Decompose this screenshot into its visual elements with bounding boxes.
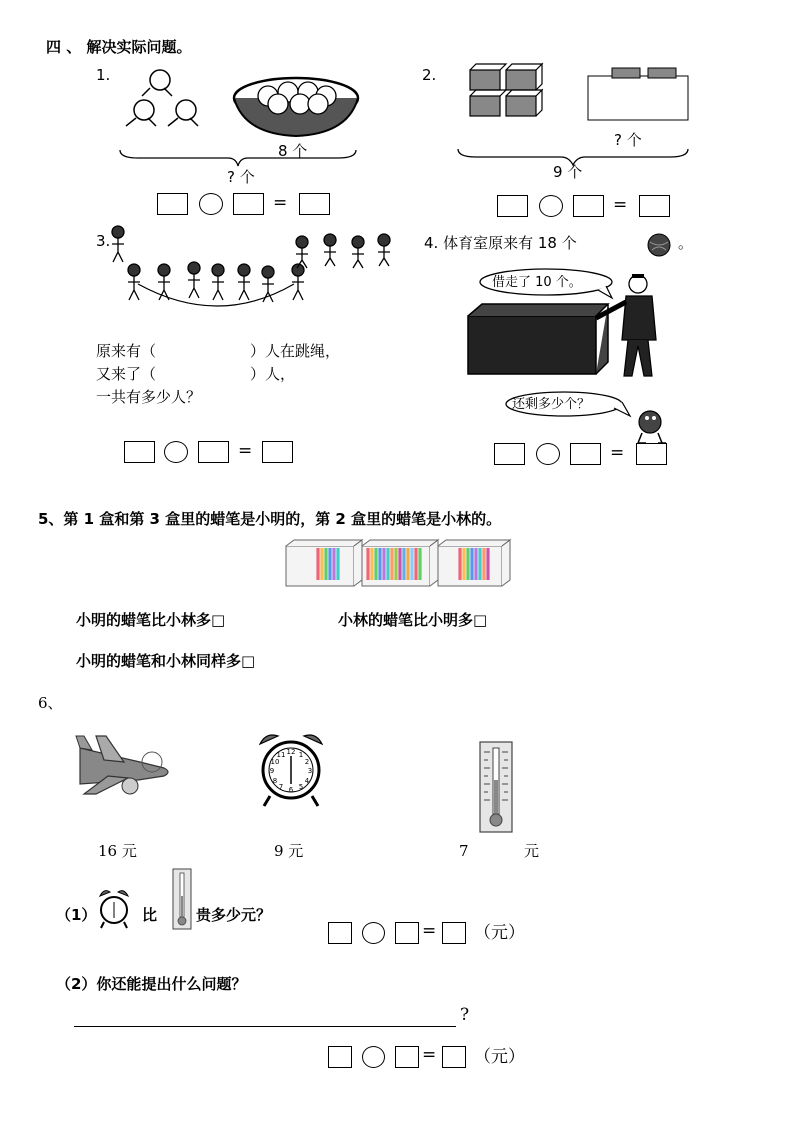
problem3-number: 3. <box>96 232 111 250</box>
equals-sign: = <box>238 441 253 461</box>
operator-circle[interactable] <box>536 443 560 465</box>
unit-label: （元） <box>474 923 525 943</box>
peach-basket-illustration <box>118 62 368 142</box>
svg-text:12: 12 <box>286 748 296 756</box>
equals-sign: = <box>422 921 437 941</box>
answer-box[interactable] <box>639 195 670 217</box>
operator-circle[interactable] <box>539 195 563 217</box>
question2-text: （2）你还能提出什么问题？ <box>56 975 247 993</box>
operator-circle[interactable] <box>362 1046 385 1068</box>
answer-box[interactable] <box>494 443 525 465</box>
svg-text:6: 6 <box>288 786 294 794</box>
equals-sign: = <box>613 195 628 215</box>
problem1-question: ? 个 <box>227 168 255 186</box>
ball-icon <box>646 232 672 258</box>
answer-box[interactable] <box>198 441 229 463</box>
answer-box[interactable] <box>573 195 604 217</box>
problem3-line2-end: ）人， <box>250 365 296 383</box>
answer-box[interactable] <box>233 193 264 215</box>
equals-sign: = <box>273 193 288 213</box>
toy-airplane-image <box>74 730 174 800</box>
problem2-question: ? 个 <box>614 131 642 149</box>
children-jump-rope-illustration <box>118 232 403 310</box>
answer-box[interactable] <box>157 193 188 215</box>
answer-box[interactable] <box>328 1046 352 1068</box>
problem3-line1-start: 原来有（ <box>96 342 157 360</box>
answer-box[interactable] <box>262 441 293 463</box>
question1-number: （1） <box>56 906 97 924</box>
svg-text:11: 11 <box>276 751 286 759</box>
equals-sign: = <box>422 1045 437 1065</box>
problem3-question: 一共有多少人？ <box>96 388 202 406</box>
svg-text:1: 1 <box>298 751 304 759</box>
alarm-clock-icon <box>98 888 130 930</box>
answer-box[interactable] <box>124 441 155 463</box>
problem1-number: 1. <box>96 66 111 84</box>
teacher-box-illustration <box>466 272 666 378</box>
brace-under-peaches <box>118 146 358 168</box>
section6-title: 6、 <box>38 694 63 712</box>
question1-text: 贵多少元？ <box>196 906 272 924</box>
equals-sign: = <box>610 443 625 463</box>
cubes-illustration <box>466 62 696 124</box>
basket-count-label: 8 个 <box>278 142 308 160</box>
plane-price: 16 元 <box>98 842 137 860</box>
section5-title: 5、第 1 盒和第 3 盒里的蜡笔是小明的，第 2 盒里的蜡笔是小林的。 <box>38 510 502 528</box>
answer-box[interactable] <box>328 922 352 944</box>
problem4-title-end: 。 <box>678 234 694 252</box>
answer-box[interactable] <box>636 443 667 465</box>
operator-circle[interactable] <box>362 922 385 944</box>
thermometer-price-unit: 元 <box>524 842 540 860</box>
operator-circle[interactable] <box>199 193 223 215</box>
problem2-total: 9 个 <box>553 163 583 181</box>
svg-text:5: 5 <box>298 783 304 791</box>
problem3-line1-end: ）人在跳绳， <box>250 342 341 360</box>
problem4-title: 4. 体育室原来有 18 个 <box>424 234 577 252</box>
answer-box[interactable] <box>442 922 466 944</box>
answer-box[interactable] <box>299 193 330 215</box>
answer-box[interactable] <box>497 195 528 217</box>
alarm-clock-image <box>256 730 326 810</box>
problem3-line2-start: 又来了（ <box>96 365 157 383</box>
section5-question1: 小明的蜡笔比小林多□ <box>76 611 226 629</box>
svg-text:7: 7 <box>278 783 284 791</box>
svg-text:4: 4 <box>304 777 310 785</box>
svg-text:3: 3 <box>307 767 313 775</box>
answer-box[interactable] <box>570 443 601 465</box>
svg-text:10: 10 <box>270 758 280 766</box>
svg-text:9: 9 <box>269 767 275 775</box>
question1-compare-word: 比 <box>142 906 158 924</box>
operator-circle[interactable] <box>164 441 188 463</box>
section5-question2: 小林的蜡笔比小明多□ <box>338 611 488 629</box>
answer-box[interactable] <box>395 922 419 944</box>
svg-text:2: 2 <box>304 758 310 766</box>
bubble-remaining-text: 还剩多少个？ <box>512 397 591 412</box>
crayon-boxes-illustration <box>284 538 510 588</box>
problem2-number: 2. <box>422 66 437 84</box>
section5-question3: 小明的蜡笔和小林同样多□ <box>76 652 256 670</box>
answer-box[interactable] <box>442 1046 466 1068</box>
section4-title: 四 、 解决实际问题。 <box>46 38 192 56</box>
bubble-borrowed-text: 借走了 10 个。 <box>492 275 582 290</box>
thermometer-image <box>478 740 514 834</box>
question-mark: ? <box>460 1005 470 1025</box>
unit-label: （元） <box>474 1047 525 1067</box>
thermometer-price-number: 7 <box>459 842 469 860</box>
clock-price: 9 元 <box>274 842 304 860</box>
thermometer-icon <box>172 868 192 930</box>
svg-text:8: 8 <box>272 777 278 785</box>
answer-box[interactable] <box>395 1046 419 1068</box>
question2-answer-line[interactable] <box>74 1026 456 1027</box>
